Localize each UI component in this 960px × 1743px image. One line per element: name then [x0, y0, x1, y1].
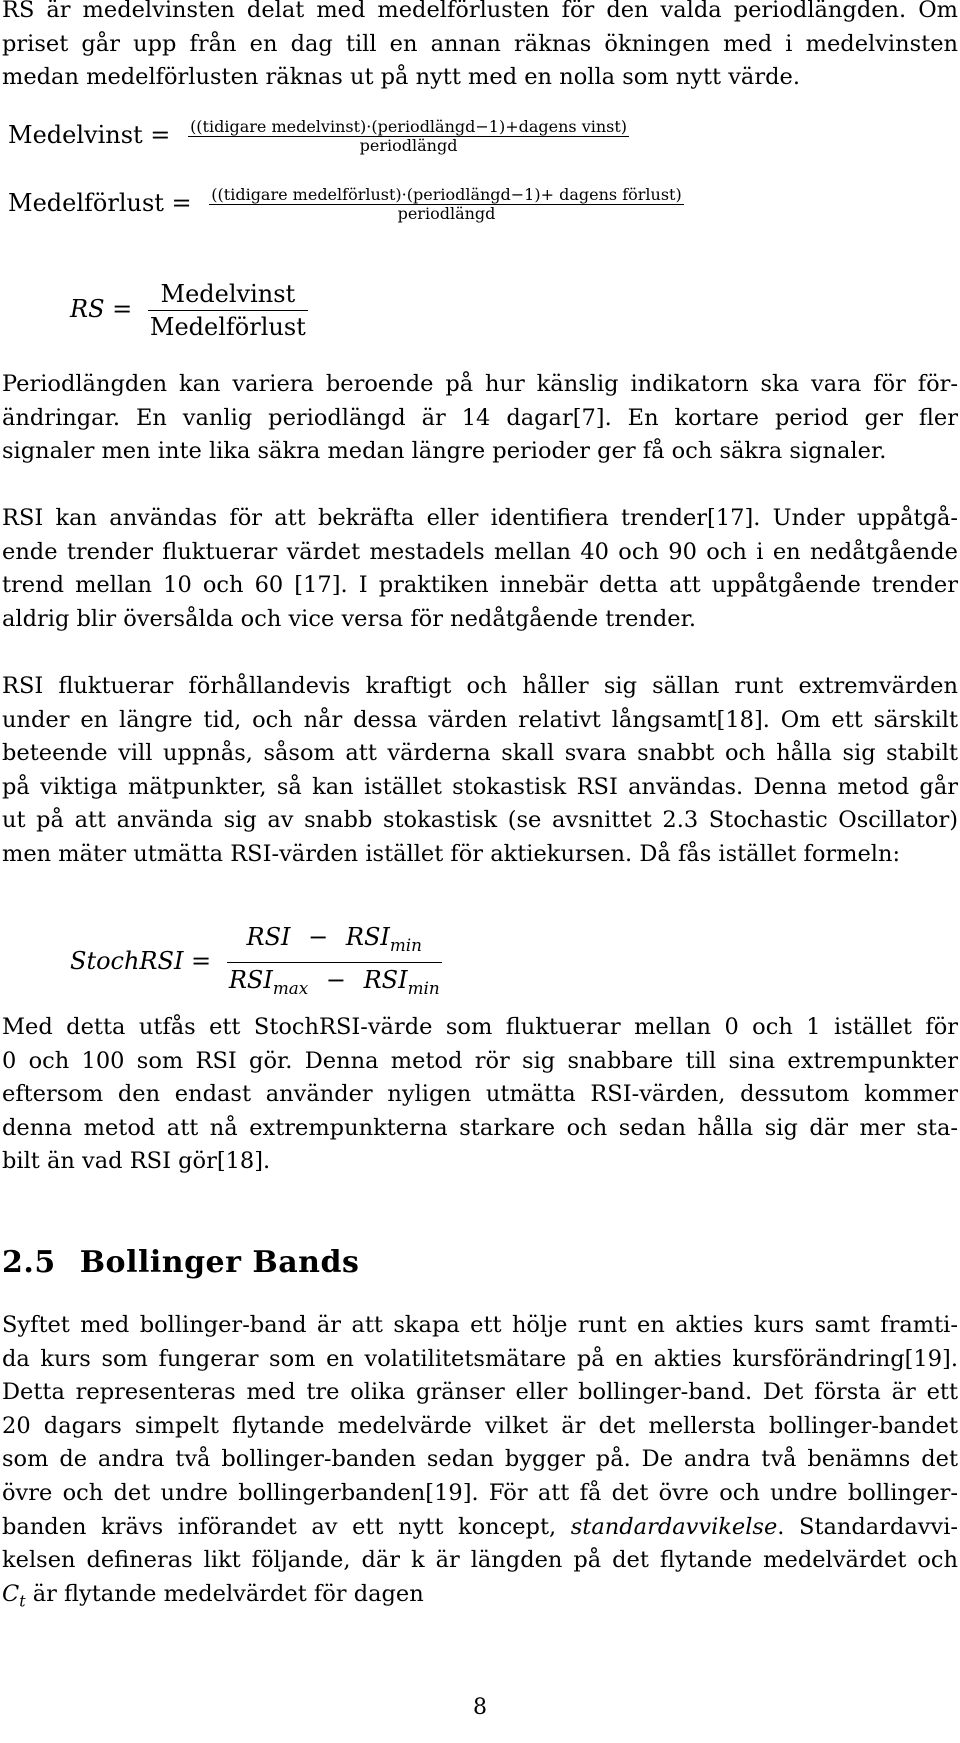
text-span: . Standardavvi-: [777, 1513, 959, 1540]
text-line: priset går upp från en dag till en annan räknas ökningen med i medelvinsten: [2, 30, 958, 57]
formula-medelforlust: [8, 186, 684, 223]
text-span: banden krävs införandet av ett nytt koncept,: [2, 1513, 557, 1540]
text-line: eftersom den endast använder nyligen utmätta RSI-värden, dessutom kommer: [2, 1081, 958, 1108]
stoch-result-paragraph: [2, 1011, 958, 1179]
text-line: under en längre tid, och når dessa värden relativt långsamt[18]. Om ett särskilt: [2, 706, 958, 733]
formula-lhs: StochRSI =: [70, 946, 212, 975]
fraction: [227, 920, 442, 1005]
fraction-denominator: periodlängd: [397, 204, 496, 223]
fraction-numerator: ((tidigare medelförlust)·(periodlängd−1)+ dagens förlust): [211, 185, 682, 204]
text-line: RS är medelvinsten delat med medelförlusten för den valda periodlängden. Om: [2, 0, 958, 23]
text-line: Syftet med bollinger-band är att skapa ett hölje runt en akties kurs samt framti-: [2, 1312, 958, 1338]
text-line: da kurs som fungerar som en volatilitetsmätare på en akties kursförändring[19].: [2, 1345, 958, 1372]
formula-rs: [70, 278, 308, 343]
text-line: medan medelförlusten räknas ut på nytt med en nolla som nytt värde.: [2, 64, 800, 91]
text-line: RSI kan användas för att bekräfta eller identifiera trender[17]. Under uppåtgå-: [2, 505, 958, 531]
trend-paragraph: [2, 502, 958, 636]
formula-lhs: Medelvinst =: [8, 121, 171, 149]
text-line: RSI fluktuerar förhållandevis kraftigt och håller sig sällan runt extremvärden: [2, 673, 958, 699]
formula-lhs: RS =: [70, 295, 133, 323]
text-line: bilt än vad RSI gör[18].: [2, 1148, 271, 1175]
text-line: Med detta utfås ett StochRSI-värde som fluktuerar mellan 0 och 1 istället för: [2, 1014, 958, 1040]
text-line: övre och det undre bollingerbanden[19]. För att få det övre och undre bollinger-: [2, 1479, 958, 1506]
bollinger-paragraph: [2, 1309, 958, 1618]
text-line: 0 och 100 som RSI gör. Denna metod rör sig snabbare till sina extrempunkter: [2, 1047, 958, 1074]
fraction-numerator: Medelvinst: [160, 280, 296, 308]
fraction: [188, 118, 629, 155]
period-paragraph: [2, 368, 958, 469]
text-line: [2, 1511, 958, 1545]
math-term: RSI: [246, 923, 291, 951]
minus-sign: −: [308, 923, 329, 951]
formula-medelvinst: [8, 118, 629, 155]
fraction-denominator: periodlängd: [359, 136, 458, 155]
section-number: 2.5: [2, 1245, 56, 1280]
emphasis-term: standardavvikelse: [570, 1513, 778, 1540]
text-line: ende trender fluktuerar värdet mestadels mellan 40 och 90 och i en nedåtgående: [2, 538, 958, 565]
text-line: 20 dagars simpelt flytande medelvärde vilket är det mellersta bollinger-bandet: [2, 1412, 958, 1439]
text-line: men mäter utmätta RSI-värden istället för aktiekursen. Då fås istället formeln:: [2, 840, 901, 867]
text-line: som de andra två bollinger-banden sedan bygger på. De andra två benämns det: [2, 1446, 958, 1473]
text-line: aldrig blir översålda och vice versa för nedåtgående trender.: [2, 605, 697, 632]
math-subscript: min: [389, 934, 422, 955]
text-line: på viktiga mätpunkter, så kan istället stokastisk RSI användas. Denna metod går: [2, 773, 958, 800]
text-line: Detta representeras med tre olika gränser eller bollinger-band. Det första är ett: [2, 1379, 958, 1406]
section-title: Bollinger Bands: [79, 1245, 360, 1280]
text-line: Periodlängden kan variera beroende på hur känslig indikatorn ska vara för för-: [2, 371, 958, 397]
fraction-denominator: Medelförlust: [149, 313, 306, 341]
math-subscript: max: [272, 977, 309, 998]
text-line: signaler men inte lika säkra medan längre perioder ger få och säkra signaler.: [2, 438, 887, 465]
text-line: denna metod att nå extrempunkterna starkare och sedan hålla sig där mer sta-: [2, 1114, 958, 1141]
fraction-denominator: [227, 963, 442, 1005]
text-line: [2, 1578, 958, 1618]
text-line: ändringar. En vanlig periodlängd är 14 dagar[7]. En kortare period ger fler: [2, 404, 958, 431]
fraction-numerator: ((tidigare medelvinst)·(periodlängd−1)+dagens vinst): [190, 117, 628, 136]
section-heading: [2, 1245, 359, 1280]
page-number: 8: [473, 1695, 487, 1720]
fraction: [209, 186, 683, 223]
fraction: [148, 278, 308, 343]
minus-sign: −: [325, 965, 346, 994]
text-line: trend mellan 10 och 60 [17]. I praktiken innebär detta att uppåtgående trender: [2, 572, 958, 599]
intro-paragraph: [2, 0, 958, 95]
math-subscript: t: [19, 1591, 26, 1611]
math-variable: C: [2, 1580, 20, 1607]
text-line: beteende vill uppnås, såsom att värderna skall svara snabbt och hålla sig stabilt: [2, 740, 958, 767]
formula-lhs: Medelförlust =: [8, 189, 192, 217]
stoch-paragraph: [2, 670, 958, 872]
text-line: ut på att använda sig av snabb stokastisk (se avsnittet 2.3 Stochastic Oscillator): [2, 807, 958, 834]
text-span: är flytande medelvärdet för dagen: [25, 1580, 424, 1607]
math-term: RSI: [363, 965, 408, 994]
math-subscript: min: [407, 977, 440, 998]
text-line: kelsen defineras likt följande, där k är längden på det flytande medelvärdet och: [2, 1547, 958, 1574]
math-term: RSI: [345, 923, 390, 951]
fraction-numerator: [245, 920, 424, 962]
formula-stochrsi: [70, 920, 442, 1005]
math-term: RSI: [228, 965, 273, 994]
